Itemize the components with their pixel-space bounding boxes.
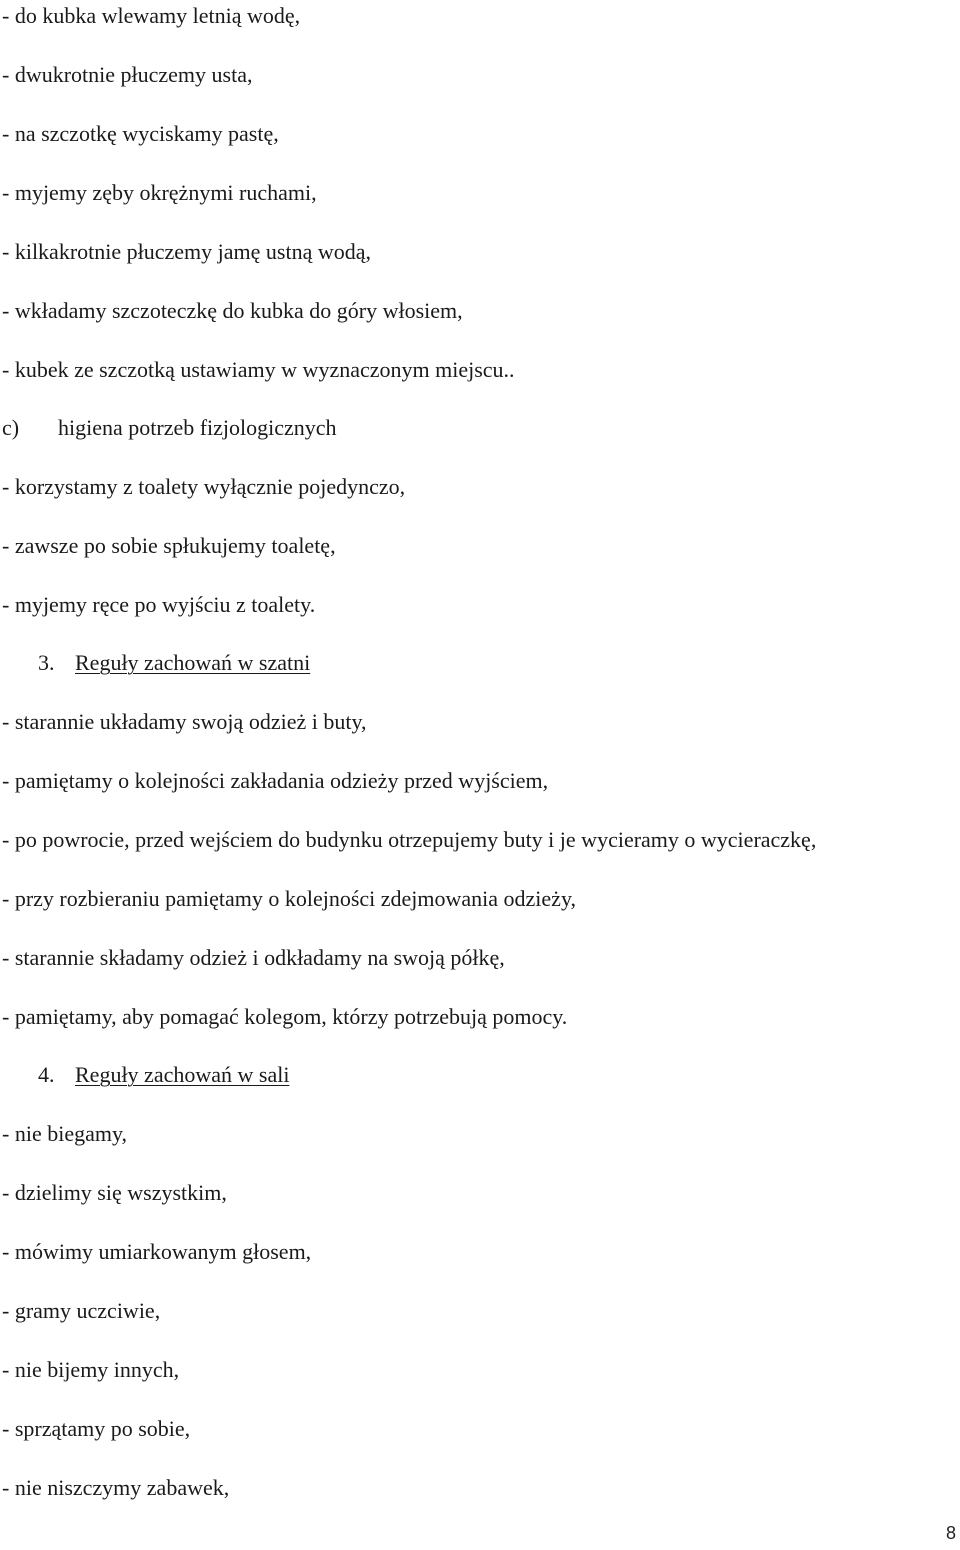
list-item: - przy rozbieraniu pamiętamy o kolejności zdejmowania odzieży, bbox=[2, 886, 577, 911]
list-item: - dzielimy się wszystkim, bbox=[2, 1180, 227, 1205]
list-item: - pamiętamy o kolejności zakładania odzieży przed wyjściem, bbox=[2, 768, 549, 793]
list-item: - nie bijemy innych, bbox=[2, 1357, 180, 1382]
section-3-number: 3. bbox=[38, 650, 55, 675]
list-item: - nie biegamy, bbox=[2, 1121, 128, 1146]
list-item: - kilkakrotnie płuczemy jamę ustną wodą, bbox=[2, 239, 371, 264]
list-item: - korzystamy z toalety wyłącznie pojedynczo, bbox=[2, 474, 406, 499]
list-item: - myjemy zęby okrężnymi ruchami, bbox=[2, 180, 317, 205]
list-item: - gramy uczciwie, bbox=[2, 1298, 161, 1323]
list-item: - myjemy ręce po wyjściu z toalety. bbox=[2, 592, 316, 617]
section-4-number: 4. bbox=[38, 1062, 55, 1087]
list-item: - do kubka wlewamy letnią wodę, bbox=[2, 3, 301, 28]
list-item: - zawsze po sobie spłukujemy toaletę, bbox=[2, 533, 336, 558]
section-c-heading bbox=[2, 414, 337, 442]
list-item: - pamiętamy, aby pomagać kolegom, którzy potrzebują pomocy. bbox=[2, 1004, 568, 1029]
list-item: - nie niszczymy zabawek, bbox=[2, 1475, 230, 1500]
page-number: 8 bbox=[945, 1523, 956, 1543]
list-item: - kubek ze szczotką ustawiamy w wyznaczonym miejscu.. bbox=[2, 357, 515, 382]
list-item: - dwukrotnie płuczemy usta, bbox=[2, 62, 253, 87]
list-item: - starannie składamy odzież i odkładamy na swoją półkę, bbox=[2, 945, 505, 970]
list-item: - sprzątamy po sobie, bbox=[2, 1416, 191, 1441]
section-c-title: higiena potrzeb fizjologicznych bbox=[58, 415, 337, 440]
list-item: - starannie układamy swoją odzież i buty, bbox=[2, 709, 367, 734]
section-4-title: Reguły zachowań w sali bbox=[75, 1062, 290, 1087]
list-item: - po powrocie, przed wejściem do budynku otrzepujemy buty i je wycieramy o wycieraczkę, bbox=[2, 827, 817, 852]
section-c-marker: c) bbox=[2, 415, 20, 440]
section-3-heading bbox=[0, 649, 960, 677]
section-3-title: Reguły zachowań w szatni bbox=[75, 650, 311, 675]
list-item: - wkładamy szczoteczkę do kubka do góry włosiem, bbox=[2, 298, 463, 323]
list-item: - mówimy umiarkowanym głosem, bbox=[2, 1239, 312, 1264]
section-4-heading bbox=[0, 1061, 960, 1089]
list-item: - na szczotkę wyciskamy pastę, bbox=[2, 121, 279, 146]
